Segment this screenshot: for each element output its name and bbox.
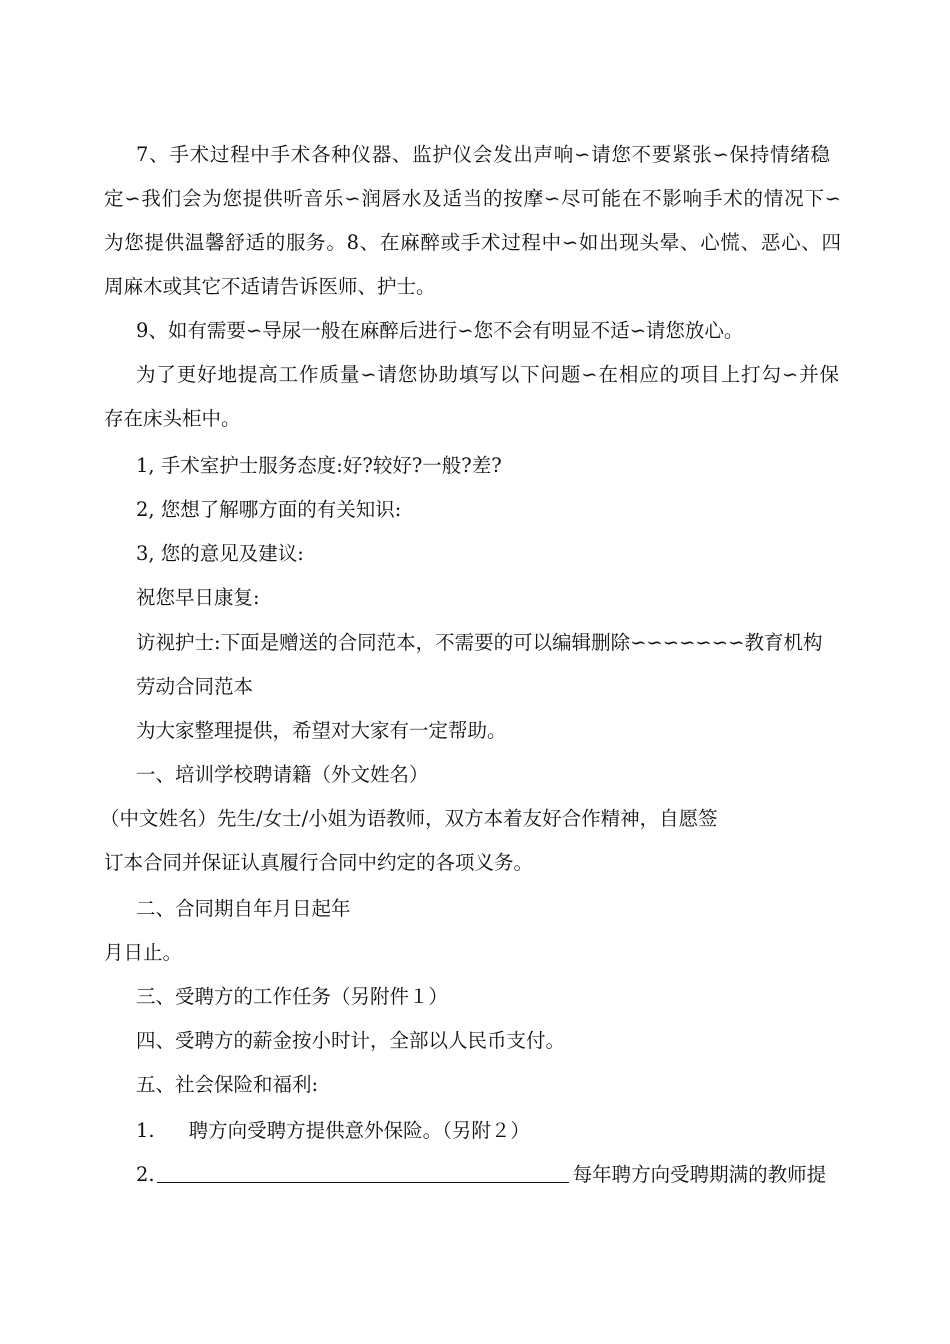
list-item: [136, 1161, 826, 1189]
survey-question: 1, 手术室护士服务态度:好?较好?一般?差?: [136, 454, 502, 477]
paragraph-line: 周麻木或其它不适请告诉医师、护士。: [104, 275, 436, 298]
survey-question: 2, 您想了解哪方面的有关知识:: [136, 498, 402, 521]
contract-clause: 二、合同期自年月日起年: [136, 897, 351, 920]
paragraph-line: 9、如有需要∽导尿一般在麻醉后进行∽您不会有明显不适∽请您放心。: [136, 319, 744, 342]
contract-clause: 一、培训学校聘请籍（外文姓名）: [136, 763, 429, 786]
paragraph-line: 为了更好地提高工作质量∽请您协助填写以下问题∽在相应的项目上打勾∽并保: [136, 363, 839, 386]
closing-line: 祝您早日康复:: [136, 586, 260, 609]
contract-clause: 五、社会保险和福利:: [136, 1073, 319, 1096]
contract-clause: 三、受聘方的工作任务（另附件１）: [136, 985, 449, 1008]
paragraph-line: 为您提供温馨舒适的服务。8、在麻醉或手术过程中∽如出现头晕、心慌、恶心、四: [104, 231, 841, 254]
paragraph-line: 7、手术过程中手术各种仪器、监护仪会发出声响∽请您不要紧张∽保持情绪稳: [136, 143, 830, 166]
list-number: 2.: [136, 1163, 155, 1186]
list-item-text: 每年聘方向受聘期满的教师提: [572, 1163, 827, 1186]
contract-clause: 四、受聘方的薪金按小时计，全部以人民币支付。: [136, 1029, 566, 1052]
paragraph-line: 为大家整理提供，希望对大家有一定帮助。: [136, 719, 507, 742]
fill-in-blank[interactable]: [157, 1162, 569, 1183]
list-item: [136, 1117, 530, 1145]
list-item-text: 聘方向受聘方提供意外保险。（另附２）: [188, 1119, 530, 1142]
paragraph-line: 月日止。: [104, 941, 183, 964]
paragraph-line: 定∽我们会为您提供听音乐∽润唇水及适当的按摩∽尽可能在不影响手术的情况下∽: [104, 187, 841, 210]
paragraph-line: 存在床头柜中。: [104, 407, 241, 430]
contract-title: 劳动合同范本: [136, 675, 254, 698]
paragraph-line: 访视护士:下面是赠送的合同范本，不需要的可以编辑删除∽∽∽∽∽∽∽教育机构: [136, 631, 823, 654]
paragraph-line: （中文姓名）先生/女士/小姐为语教师，双方本着友好合作精神，自愿签: [100, 807, 718, 830]
list-number: 1.: [136, 1119, 155, 1142]
paragraph-line: 订本合同并保证认真履行合同中约定的各项义务。: [104, 851, 534, 874]
survey-question: 3, 您的意见及建议:: [136, 542, 304, 565]
